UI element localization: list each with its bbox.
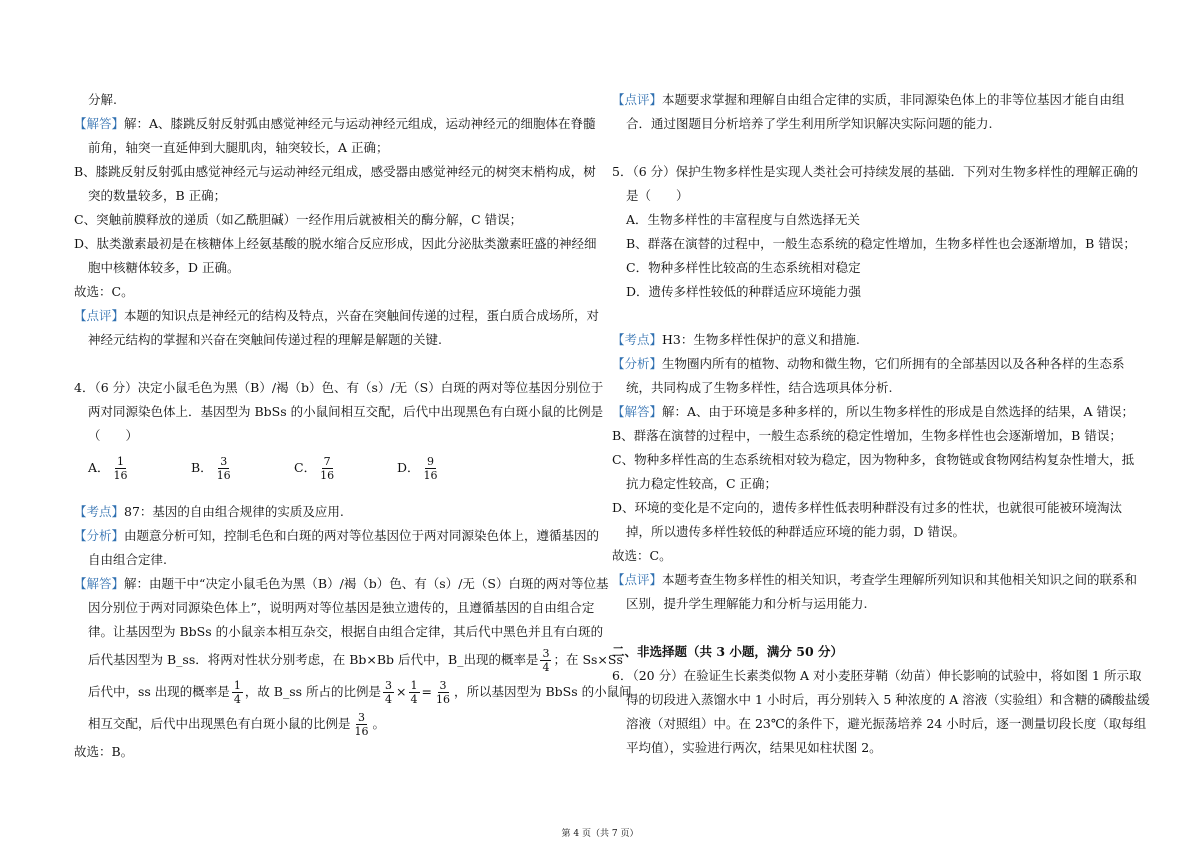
answer-line: 故选：C。 xyxy=(74,284,134,299)
text-span: H3：生物多样性保护的意义和措施. xyxy=(662,332,860,347)
fraction xyxy=(409,679,420,706)
fenxi-tag: 【分析】 xyxy=(74,528,125,543)
kaodian-tag: 【考点】 xyxy=(612,332,663,347)
text-line: 前角，轴突一直延伸到大腿肌肉，轴突较长，A 正确； xyxy=(88,140,389,155)
fraction-num: 3 xyxy=(358,710,366,724)
fraction-den: 16 xyxy=(354,724,369,738)
fraction-num: 9 xyxy=(427,454,435,468)
text-line: D、环境的变化是不定向的，遗传多样性低表明种群没有过多的性状，也就很可能被环境淘汰 xyxy=(612,500,1123,515)
text-line xyxy=(612,352,1132,376)
options-row xyxy=(74,448,594,488)
text-line: B、群落在演替的过程中，一般生态系统的稳定性增加，生物多样性也会逐渐增加，B 错误； xyxy=(612,428,1122,443)
fraction-den: 4 xyxy=(542,660,550,674)
fraction-num: 3 xyxy=(542,646,550,660)
fraction xyxy=(232,679,243,706)
text-line: D、肽类激素最初是在核糖体上经氨基酸的脱水缩合反应形成，因此分泌肽类激素旺盛的神经细 xyxy=(74,236,597,251)
text-line: B、膝跳反射反射弧由感觉神经元与运动神经元组成，感受器由感觉神经元的树突末梢构成，树 xyxy=(74,164,596,179)
option-d xyxy=(397,455,500,482)
text-line: 两对同源染色体上．基因型为 BbSs 的小鼠间相互交配，后代中出现黑色有白斑小鼠的比例是 xyxy=(88,404,604,419)
text-line: 平均值），实验进行两次，结果见如柱状图 2。 xyxy=(626,740,882,755)
fraction-num: 7 xyxy=(323,454,331,468)
text-line: C、物种多样性高的生态系统相对较为稳定，因为物种多，食物链或食物网结构复杂性增大，抵 xyxy=(612,452,1135,467)
fraction-num: 1 xyxy=(233,678,241,692)
fenxi-tag: 【分析】 xyxy=(612,356,663,371)
text-line xyxy=(74,676,632,708)
jieda-tag: 【解答】 xyxy=(74,576,125,591)
text-line: C、突触前膜释放的递质（如乙酰胆碱）一经作用后就被相关的酶分解，C 错误； xyxy=(74,212,523,227)
text-span: 本题要求掌握和理解自由组合定律的实质，非同源染色体上的非等位基因才能自由组 xyxy=(662,92,1125,107)
fraction-den: 4 xyxy=(385,692,393,706)
option-label: D． xyxy=(397,460,420,475)
dianping-tag: 【点评】 xyxy=(612,92,663,107)
text-span: 本题考查生物多样性的相关知识，考查学生理解所列知识和其他相关知识之间的联系和 xyxy=(662,572,1138,587)
fraction xyxy=(112,455,130,482)
fraction xyxy=(540,647,551,674)
text-span: 后代中，ss 出现的概率是 xyxy=(88,684,230,699)
text-line: （ ） xyxy=(88,428,139,443)
text-line xyxy=(74,500,594,524)
fraction-num: 1 xyxy=(410,678,418,692)
option-a xyxy=(88,455,191,482)
question-5-line: 5．（6 分）保护生物多样性是实现人类社会可持续发展的基础．下列对生物多样性的理解正确的 xyxy=(612,164,1139,179)
fraction-num: 3 xyxy=(439,678,447,692)
text-line: 抗力稳定性较高，C 正确； xyxy=(626,476,778,491)
text-span: ，所以基因型为 BbSs 的小鼠间 xyxy=(454,684,632,699)
option-label: A． xyxy=(88,460,110,475)
text-line: 区别，提升学生理解能力和分析与运用能力. xyxy=(626,596,868,611)
text-line xyxy=(612,88,1132,112)
text-span: ，故 B_ss 所占的比例是 xyxy=(244,684,382,699)
fraction-den: 4 xyxy=(410,692,418,706)
option-c xyxy=(294,455,397,482)
text-span: 解：A、膝跳反射反射弧由感觉神经元与运动神经元组成，运动神经元的细胞体在脊髓 xyxy=(124,116,596,131)
dianping-tag: 【点评】 xyxy=(74,308,125,323)
text-line: 得的切段进入蒸馏水中 1 小时后，再分别转入 5 种浓度的 A 溶液（实验组）和含糖的磷酸盐缓 xyxy=(626,692,1150,707)
text-span: ；在 Ss×Ss xyxy=(553,652,623,667)
text-span: 由题意分析可知，控制毛色和白斑的两对等位基因位于两对同源染色体上，遵循基因的 xyxy=(124,528,600,543)
fraction-den: 16 xyxy=(113,468,128,482)
text-line xyxy=(74,304,600,328)
times-sign: × xyxy=(396,684,407,699)
text-line: 胞中核糖体较多，D 正确。 xyxy=(88,260,240,275)
text-line: 突的数量较多，B 正确； xyxy=(88,188,227,203)
option-d: D．遗传多样性较低的种群适应环境能力强 xyxy=(626,284,862,299)
fraction-num: 3 xyxy=(385,678,393,692)
text-span: 解：A、由于环境是多种多样的，所以生物多样性的形成是自然选择的结果，A 错误； xyxy=(662,404,1135,419)
answer-line: 故选：B。 xyxy=(74,744,134,759)
text-line: 律。让基因型为 BbSs 的小鼠亲本相互杂交，根据自由组合定律，其后代中黑色并且有白斑的 xyxy=(88,624,604,639)
text-line: 合．通过图题目分析培养了学生利用所学知识解决实际问题的能力. xyxy=(626,116,993,131)
text-span: 本题的知识点是神经元的结构及特点，兴奋在突触间传递的过程，蛋白质合成场所，对 xyxy=(124,308,600,323)
text-span: 解：由题干中“决定小鼠毛色为黑（B）/褐（b）色、有（s）/无（S）白斑的两对等位基 xyxy=(124,576,609,591)
fraction-den: 4 xyxy=(233,692,241,706)
text-line xyxy=(74,572,609,596)
text-line: 统，共同构成了生物多样性，结合选项具体分析. xyxy=(626,380,893,395)
text-span: 87：基因的自由组合规律的实质及应用. xyxy=(124,504,344,519)
text-line: 自由组合定律. xyxy=(88,552,167,567)
option-b: B、群落在演替的过程中，一般生态系统的稳定性增加，生物多样性也会逐渐增加，B 错误； xyxy=(626,236,1136,251)
right-column xyxy=(612,88,1150,760)
text-span: 后代基因型为 B_ss．将两对性状分别考虑，在 Bb×Bb 后代中，B_出现的概率是 xyxy=(88,652,539,667)
fraction xyxy=(434,679,452,706)
option-c: C．物种多样性比较高的生态系统相对稳定 xyxy=(626,260,861,275)
text-line: 因分别位于两对同源染色体上”，说明两对等位基因是独立遗传的，且遵循基因的自由组合定 xyxy=(88,600,595,615)
text-span: 生物圈内所有的植物、动物和微生物，它们所拥有的全部基因以及各种各样的生态系 xyxy=(662,356,1125,371)
text-span: 相互交配，后代中出现黑色有白斑小鼠的比例是 xyxy=(88,716,351,731)
fraction xyxy=(422,455,440,482)
text-line: 是（ ） xyxy=(626,188,689,203)
fraction-num: 1 xyxy=(117,454,125,468)
option-a: A．生物多样性的丰富程度与自然选择无关 xyxy=(626,212,861,227)
text-line: 掉，所以遗传多样性较低的种群适应环境的能力弱，D 错误。 xyxy=(626,524,965,539)
text-line xyxy=(74,112,594,136)
option-label: B． xyxy=(191,460,213,475)
fraction xyxy=(318,455,336,482)
option-label: C． xyxy=(294,460,317,475)
section-title: 二、非选择题（共 3 小题，满分 50 分） xyxy=(612,644,844,659)
text-line xyxy=(74,708,594,740)
page-footer: 第 4 页（共 7 页） xyxy=(561,829,639,839)
kaodian-tag: 【考点】 xyxy=(74,504,125,519)
fraction-den: 16 xyxy=(423,468,438,482)
equals-sign: = xyxy=(421,684,432,699)
text-line: 神经元结构的掌握和兴奋在突触间传递过程的理解是解题的关键. xyxy=(88,332,442,347)
question-4-line: 4．（6 分）决定小鼠毛色为黑（B）/褐（b）色、有（s）/无（S）白斑的两对等位基因分别位于 xyxy=(74,380,604,395)
text-line: 分解. xyxy=(88,92,117,107)
fraction xyxy=(353,711,371,738)
fraction-den: 16 xyxy=(320,468,335,482)
text-line: 溶液（对照组）中。在 23℃的条件下，避光振荡培养 24 小时后，逐一测量切段长度（取每组 xyxy=(626,716,1147,731)
fraction xyxy=(215,455,233,482)
left-column xyxy=(74,88,632,764)
fraction xyxy=(383,679,394,706)
fraction-den: 16 xyxy=(436,692,450,706)
dianping-tag: 【点评】 xyxy=(612,572,663,587)
answer-line: 故选：C。 xyxy=(612,548,672,563)
option-b xyxy=(191,455,294,482)
text-line xyxy=(612,568,1138,592)
text-line xyxy=(612,400,1135,424)
fraction-den: 16 xyxy=(216,468,231,482)
text-line xyxy=(74,644,623,676)
text-line xyxy=(74,524,600,548)
text-line xyxy=(612,328,1132,352)
question-6-line: 6．（20 分）在验证生长素类似物 A 对小麦胚芽鞘（幼苗）伸长影响的试验中，将如图 1 所示取 xyxy=(612,668,1142,683)
fraction-num: 3 xyxy=(220,454,228,468)
text-span: 。 xyxy=(372,716,386,731)
jieda-tag: 【解答】 xyxy=(74,116,125,131)
jieda-tag: 【解答】 xyxy=(612,404,663,419)
